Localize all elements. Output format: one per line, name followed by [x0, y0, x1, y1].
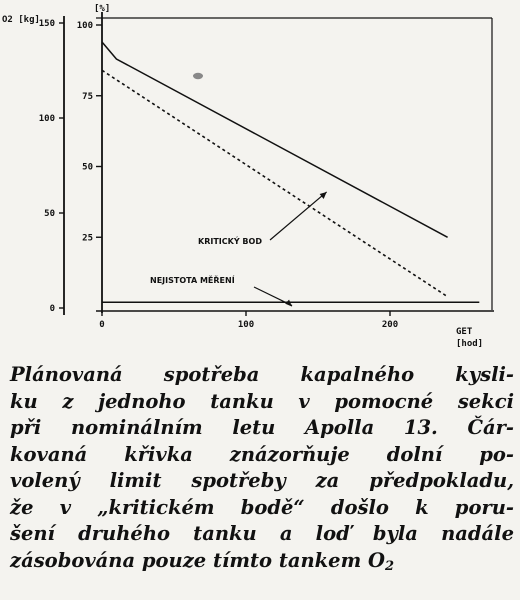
inner-axis-tick-label: 100	[76, 21, 93, 31]
left-axis-label: O2 [kg]	[2, 15, 40, 25]
x-axis-tick-label: 200	[381, 320, 399, 330]
caption-line: že v „kritickém bodě“ došlo k poru-	[10, 495, 514, 519]
annotation-nejistota: NEJISTOTA MĚŘENÍ	[150, 276, 235, 285]
x-axis-tick-label: 0	[99, 320, 105, 330]
caption-line: šení druhého tanku a loď byla nadále	[10, 522, 514, 545]
caption-line-text: zásobována pouze tímto tankem O	[10, 548, 385, 572]
caption-line-last	[10, 548, 514, 581]
annotation-kriticky-arrowhead	[320, 192, 327, 199]
inner-axis-tick-label: 50	[82, 162, 93, 173]
planned-consumption-line	[102, 42, 448, 237]
inner-axis-label: [%]	[94, 4, 111, 14]
x-axis-unit-label: [hod]	[456, 339, 484, 349]
caption-line: Plánovaná spotřeba kapalného kysli-	[10, 363, 514, 386]
left-axis-tick-label: 150	[38, 19, 55, 29]
x-axis-label: GET	[456, 327, 473, 337]
chart-axes	[59, 12, 494, 316]
left-axis-tick-label: 0	[49, 304, 55, 314]
ink-blot	[193, 73, 203, 79]
annotation-nejistota-arrowhead	[285, 300, 292, 307]
dashed-limit-line	[102, 70, 448, 296]
caption-line: kovaná křivka znázorňuje dolní po-	[10, 442, 514, 466]
inner-axis-tick-label: 75	[82, 91, 93, 102]
caption-line: při nominálním letu Apolla 13. Čár-	[10, 416, 514, 439]
left-axis-tick-label: 100	[38, 114, 55, 124]
chart-labels	[2, 4, 483, 349]
left-axis-tick-label: 50	[44, 209, 55, 219]
chart-series	[102, 42, 479, 307]
caption-line: ku z jednoho tanku v pomocné sekci	[10, 389, 514, 413]
caption-subscript: 2	[385, 558, 395, 574]
annotation-kriticky-bod: KRITICKÝ BOD	[198, 237, 262, 246]
figure-caption	[10, 362, 514, 580]
x-axis-tick-label: 100	[237, 320, 255, 330]
caption-line: volený limit spotřeby za předpokladu,	[10, 469, 514, 492]
inner-axis-tick-label: 25	[82, 233, 93, 244]
